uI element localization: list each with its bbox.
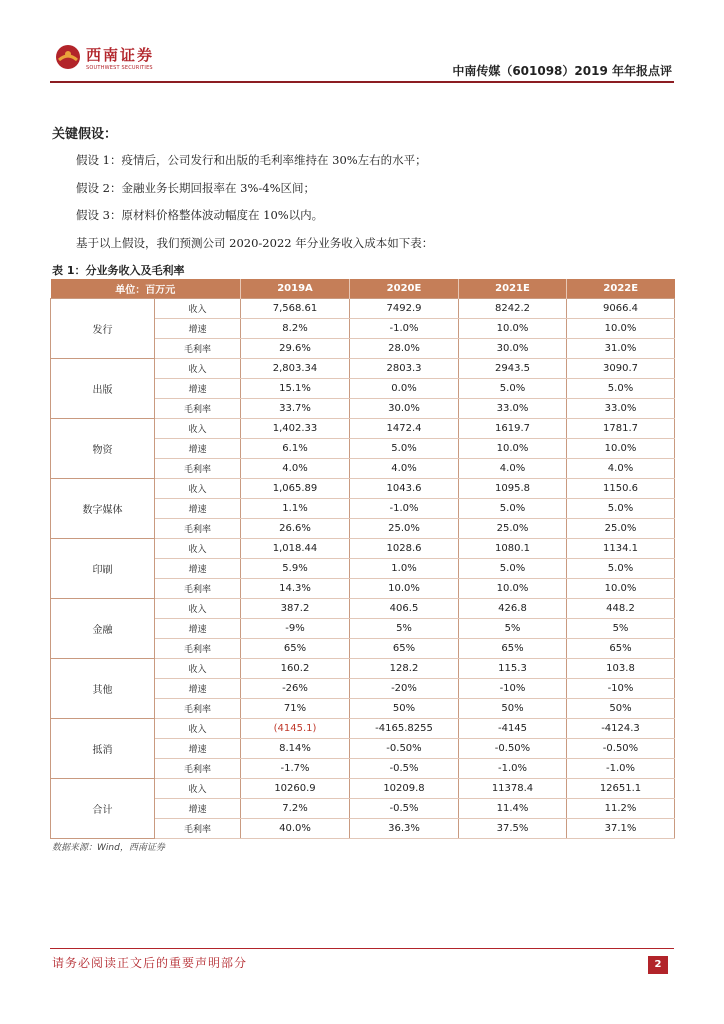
value-cell: 65% <box>350 639 459 659</box>
metric-label: 毛利率 <box>155 459 241 479</box>
data-source: 数据来源：Wind，西南证券 <box>52 843 165 853</box>
value-cell: 10.0% <box>459 319 567 339</box>
value-cell: -10% <box>567 679 675 699</box>
metric-label: 收入 <box>155 539 241 559</box>
value-cell: 5.9% <box>241 559 350 579</box>
metric-label: 收入 <box>155 599 241 619</box>
section-title: 关键假设： <box>52 127 118 142</box>
value-cell: -1.0% <box>350 319 459 339</box>
value-cell: 5.0% <box>459 499 567 519</box>
value-cell: 28.0% <box>350 339 459 359</box>
value-cell: -26% <box>241 679 350 699</box>
metric-label: 增速 <box>155 739 241 759</box>
value-cell: 50% <box>350 699 459 719</box>
value-cell: 5% <box>350 619 459 639</box>
value-cell: 11378.4 <box>459 779 567 799</box>
value-cell: 4.0% <box>350 459 459 479</box>
value-cell: 10.0% <box>459 439 567 459</box>
value-cell: 65% <box>567 639 675 659</box>
value-cell: 4.0% <box>459 459 567 479</box>
value-cell: 5% <box>567 619 675 639</box>
value-cell: 0.0% <box>350 379 459 399</box>
value-cell: 25.0% <box>350 519 459 539</box>
value-cell: 5% <box>459 619 567 639</box>
segment-name: 数字媒体 <box>51 479 155 539</box>
value-cell: 33.0% <box>459 399 567 419</box>
value-cell: 25.0% <box>459 519 567 539</box>
value-cell: 2943.5 <box>459 359 567 379</box>
value-cell: 406.5 <box>350 599 459 619</box>
value-cell: 6.1% <box>241 439 350 459</box>
value-cell: -20% <box>350 679 459 699</box>
header-divider <box>50 81 674 83</box>
metric-label: 收入 <box>155 659 241 679</box>
value-cell: -0.50% <box>459 739 567 759</box>
value-cell: 1095.8 <box>459 479 567 499</box>
segment-name: 抵消 <box>51 719 155 779</box>
value-cell: 36.3% <box>350 819 459 839</box>
value-cell: 33.0% <box>567 399 675 419</box>
table-row <box>51 719 675 739</box>
assumption-1: 假设 1：疫情后，公司发行和出版的毛利率维持在 30%左右的水平； <box>76 153 427 167</box>
metric-label: 收入 <box>155 359 241 379</box>
value-cell: 50% <box>459 699 567 719</box>
metric-label: 毛利率 <box>155 519 241 539</box>
value-cell: 387.2 <box>241 599 350 619</box>
segment-name: 其他 <box>51 659 155 719</box>
metric-label: 收入 <box>155 719 241 739</box>
disclaimer-text: 请务必阅读正文后的重要声明部分 <box>52 956 248 970</box>
value-cell: 10209.8 <box>350 779 459 799</box>
value-cell: -1.0% <box>567 759 675 779</box>
value-cell: 37.1% <box>567 819 675 839</box>
revenue-margin-table <box>50 279 675 839</box>
value-cell: -10% <box>459 679 567 699</box>
logo-text-en: SOUTHWEST SECURITIES <box>86 65 153 71</box>
value-cell: 1,065.89 <box>241 479 350 499</box>
segment-name: 合计 <box>51 779 155 839</box>
segment-name: 发行 <box>51 299 155 359</box>
value-cell: -4145 <box>459 719 567 739</box>
segment-name: 印刷 <box>51 539 155 599</box>
value-cell: -1.0% <box>350 499 459 519</box>
value-cell: 65% <box>459 639 567 659</box>
value-cell: 2,803.34 <box>241 359 350 379</box>
metric-label: 增速 <box>155 439 241 459</box>
value-cell: 50% <box>567 699 675 719</box>
metric-label: 增速 <box>155 559 241 579</box>
metric-label: 增速 <box>155 799 241 819</box>
value-cell: 10.0% <box>350 579 459 599</box>
value-cell: 1,018.44 <box>241 539 350 559</box>
table-header-row <box>51 279 675 299</box>
value-cell: 10.0% <box>459 579 567 599</box>
footer-divider <box>50 948 674 949</box>
table-row <box>51 659 675 679</box>
segment-name: 物资 <box>51 419 155 479</box>
value-cell: 8.2% <box>241 319 350 339</box>
value-cell: 1472.4 <box>350 419 459 439</box>
value-cell: -0.5% <box>350 759 459 779</box>
value-cell: 12651.1 <box>567 779 675 799</box>
value-cell: 160.2 <box>241 659 350 679</box>
value-cell: 5.0% <box>459 379 567 399</box>
value-cell: 10.0% <box>567 579 675 599</box>
value-cell: 5.0% <box>567 559 675 579</box>
value-cell: 5.0% <box>567 499 675 519</box>
company-logo-icon <box>55 44 81 70</box>
value-cell: 31.0% <box>567 339 675 359</box>
value-cell: -1.7% <box>241 759 350 779</box>
table-row <box>51 359 675 379</box>
year-header: 2021E <box>459 279 567 299</box>
value-cell: 1619.7 <box>459 419 567 439</box>
metric-label: 增速 <box>155 499 241 519</box>
metric-label: 增速 <box>155 679 241 699</box>
metric-label: 收入 <box>155 419 241 439</box>
forecast-intro: 基于以上假设，我们预测公司 2020-2022 年分业务收入成本如下表： <box>76 236 434 250</box>
value-cell: 1134.1 <box>567 539 675 559</box>
table-row <box>51 539 675 559</box>
table-body <box>51 299 675 839</box>
table-row <box>51 299 675 319</box>
value-cell: 2803.3 <box>350 359 459 379</box>
segment-name: 金融 <box>51 599 155 659</box>
value-cell: 8242.2 <box>459 299 567 319</box>
value-cell: 40.0% <box>241 819 350 839</box>
value-cell: 115.3 <box>459 659 567 679</box>
table-row <box>51 479 675 499</box>
metric-label: 毛利率 <box>155 339 241 359</box>
segment-name: 出版 <box>51 359 155 419</box>
value-cell: 26.6% <box>241 519 350 539</box>
assumption-3: 假设 3：原材料价格整体波动幅度在 10%以内。 <box>76 208 324 222</box>
value-cell: 128.2 <box>350 659 459 679</box>
year-header: 2022E <box>567 279 675 299</box>
metric-label: 增速 <box>155 379 241 399</box>
page-number: 2 <box>648 956 668 974</box>
value-cell: 7,568.61 <box>241 299 350 319</box>
value-cell: 30.0% <box>350 399 459 419</box>
value-cell: -4124.3 <box>567 719 675 739</box>
table-caption: 表 1：分业务收入及毛利率 <box>52 264 185 277</box>
value-cell: 30.0% <box>459 339 567 359</box>
value-cell: 1028.6 <box>350 539 459 559</box>
metric-label: 收入 <box>155 779 241 799</box>
value-cell: 8.14% <box>241 739 350 759</box>
value-cell: -9% <box>241 619 350 639</box>
value-cell: 1,402.33 <box>241 419 350 439</box>
assumption-2: 假设 2：金融业务长期回报率在 3%-4%区间； <box>76 181 315 195</box>
value-cell: 9066.4 <box>567 299 675 319</box>
metric-label: 毛利率 <box>155 819 241 839</box>
value-cell: 37.5% <box>459 819 567 839</box>
value-cell: -0.50% <box>567 739 675 759</box>
metric-label: 增速 <box>155 619 241 639</box>
table-row <box>51 779 675 799</box>
value-cell: 29.6% <box>241 339 350 359</box>
value-cell: 1781.7 <box>567 419 675 439</box>
value-cell: 10.0% <box>567 439 675 459</box>
metric-label: 增速 <box>155 319 241 339</box>
value-cell: 1150.6 <box>567 479 675 499</box>
metric-label: 毛利率 <box>155 579 241 599</box>
value-cell: 426.8 <box>459 599 567 619</box>
value-cell: 10.0% <box>567 319 675 339</box>
value-cell: 15.1% <box>241 379 350 399</box>
report-title: 中南传媒（601098）2019 年年报点评 <box>452 64 672 78</box>
value-cell: 25.0% <box>567 519 675 539</box>
value-cell: 5.0% <box>459 559 567 579</box>
value-cell: 71% <box>241 699 350 719</box>
value-cell: 10260.9 <box>241 779 350 799</box>
year-header: 2020E <box>350 279 459 299</box>
value-cell: 1.0% <box>350 559 459 579</box>
value-cell: -4165.8255 <box>350 719 459 739</box>
value-cell: (4145.1) <box>241 719 350 739</box>
year-header: 2019A <box>241 279 350 299</box>
value-cell: -0.50% <box>350 739 459 759</box>
value-cell: 4.0% <box>567 459 675 479</box>
metric-label: 毛利率 <box>155 639 241 659</box>
unit-header: 单位：百万元 <box>51 279 241 299</box>
value-cell: 7.2% <box>241 799 350 819</box>
value-cell: 7492.9 <box>350 299 459 319</box>
page-header <box>0 0 724 82</box>
value-cell: -1.0% <box>459 759 567 779</box>
value-cell: 11.2% <box>567 799 675 819</box>
table-row <box>51 599 675 619</box>
value-cell: 5.0% <box>350 439 459 459</box>
metric-label: 收入 <box>155 479 241 499</box>
value-cell: 3090.7 <box>567 359 675 379</box>
value-cell: 4.0% <box>241 459 350 479</box>
metric-label: 毛利率 <box>155 759 241 779</box>
value-cell: 5.0% <box>567 379 675 399</box>
value-cell: 65% <box>241 639 350 659</box>
value-cell: 14.3% <box>241 579 350 599</box>
value-cell: 33.7% <box>241 399 350 419</box>
value-cell: 448.2 <box>567 599 675 619</box>
value-cell: 1.1% <box>241 499 350 519</box>
value-cell: 103.8 <box>567 659 675 679</box>
metric-label: 毛利率 <box>155 399 241 419</box>
value-cell: -0.5% <box>350 799 459 819</box>
metric-label: 收入 <box>155 299 241 319</box>
value-cell: 1080.1 <box>459 539 567 559</box>
metric-label: 毛利率 <box>155 699 241 719</box>
logo-text-cn: 西南证券 <box>86 46 155 64</box>
value-cell: 11.4% <box>459 799 567 819</box>
value-cell: 1043.6 <box>350 479 459 499</box>
table-row <box>51 419 675 439</box>
